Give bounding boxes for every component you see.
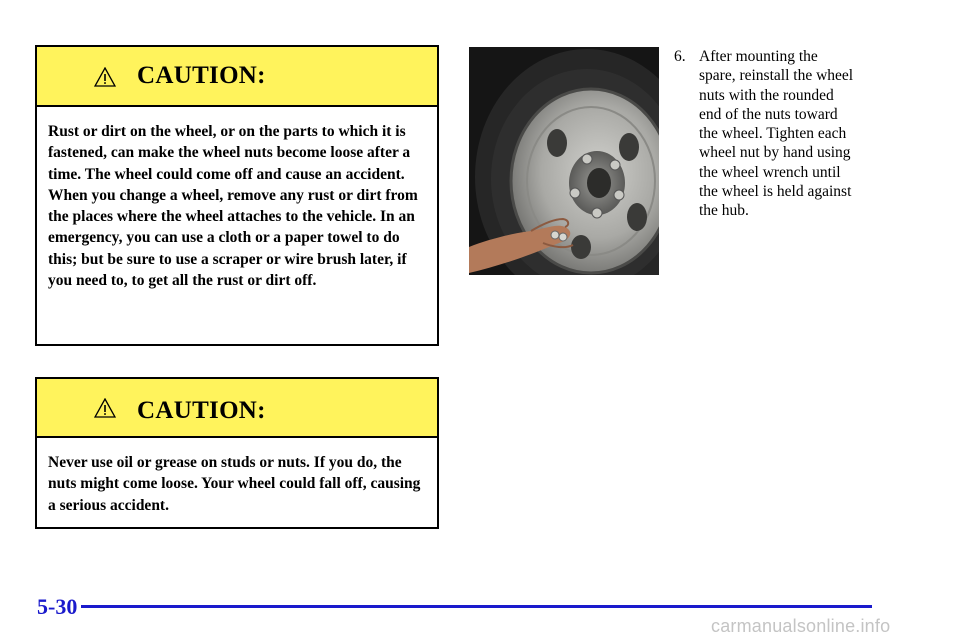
step-number: 6.: [674, 48, 686, 65]
caution-box-rust: [35, 45, 439, 346]
caution-text: Rust or dirt on the wheel, or on the parts to which it is fastened, can make the wheel nuts become loose after a time. The wheel could come off and cause an accident. When you change a wheel, remove any rust or dirt from the places where the wheel attaches to the vehicle. In an emergency, you can use a cloth or a paper towel to do this; but be sure to use a scraper or wire brush later, if you need to, to get all the rust or dirt off.: [48, 123, 418, 290]
caution-title: CAUTION:: [137, 62, 266, 89]
warning-triangle-icon: [94, 398, 116, 418]
warning-triangle-icon: [94, 67, 116, 87]
step-text: After mounting the spare, reinstall the wheel nuts with the rounded end of the nuts toward the wheel. Tighten each wheel nut by hand using the wheel wrench until the wheel is held against the hub.: [699, 48, 854, 220]
watermark: carmanualsonline.info: [711, 616, 891, 636]
caution-box-oil: [35, 377, 439, 529]
caution-header: [37, 379, 437, 438]
caution-text: Never use oil or grease on studs or nuts. If you do, the nuts might come loose. Your wheel could fall off, causing a serious accident.: [48, 454, 421, 514]
footer-divider: [81, 605, 872, 608]
wheel-photo: [469, 47, 659, 275]
instruction-step: [674, 47, 854, 221]
caution-title: CAUTION:: [137, 397, 266, 424]
page-number: 5-30: [37, 594, 78, 619]
wheel-illustration: [469, 47, 659, 275]
caution-header: [37, 47, 437, 107]
